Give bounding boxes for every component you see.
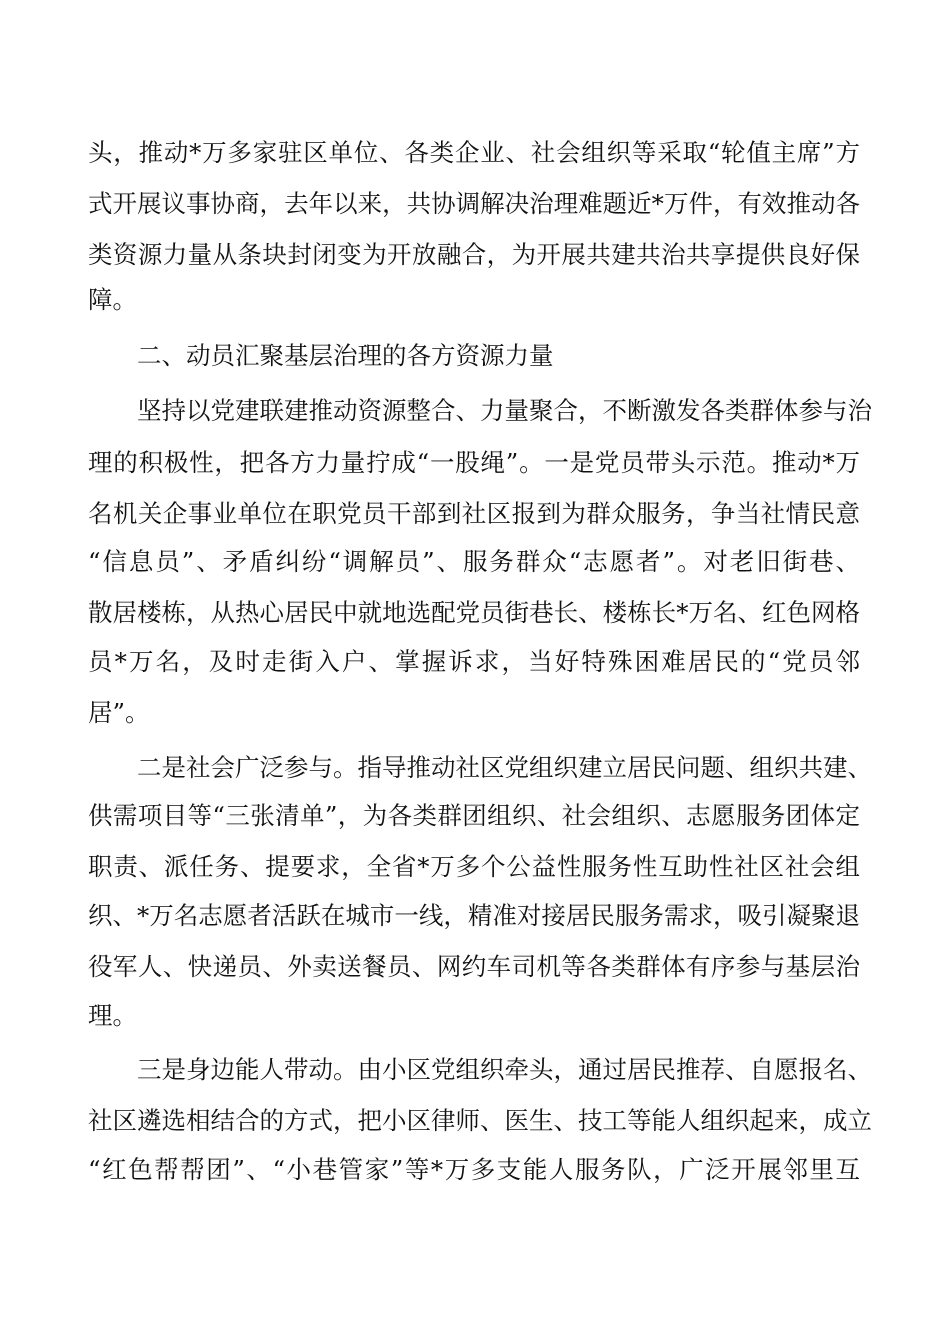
paragraph-line: 类资源力量从条块封闭变为开放融合，为开展共建共治共享提供良好保 [88, 240, 860, 269]
paragraph-line: 名机关企事业单位在职党员干部到社区报到为群众服务，争当社情民意 [88, 499, 860, 528]
paragraph-line: 三是身边能人带动。由小区党组织牵头，通过居民推荐、自愿报名、 [137, 1055, 872, 1084]
paragraph-line: 式开展议事协商，去年以来，共协调解决治理难题近*万件，有效推动各 [88, 189, 860, 218]
paragraph-line: “信息员”、矛盾纠纷“调解员”、服务群众“志愿者”。对老旧街巷、 [88, 547, 860, 576]
paragraph-line: 居”。 [88, 698, 150, 727]
paragraph-line: 理。 [88, 1001, 137, 1030]
paragraph-line: 供需项目等“三张清单”，为各类群团组织、社会组织、志愿服务团体定 [88, 801, 860, 830]
paragraph-line: 役军人、快递员、外卖送餐员、网约车司机等各类群体有序参与基层治 [88, 952, 860, 981]
paragraph-line: 职责、派任务、提要求，全省*万多个公益性服务性互助性社区社会组 [88, 852, 860, 881]
paragraph-line: 员*万名，及时走街入户、掌握诉求，当好特殊困难居民的“党员邻 [88, 647, 860, 676]
paragraph-line: 坚持以党建联建推动资源整合、力量聚合，不断激发各类群体参与治 [137, 396, 872, 425]
paragraph-line: 障。 [88, 285, 137, 314]
paragraph-line: 织、*万名志愿者活跃在城市一线，精准对接居民服务需求，吸引凝聚退 [88, 901, 860, 930]
paragraph-line: 社区遴选相结合的方式，把小区律师、医生、技工等能人组织起来，成立 [88, 1106, 872, 1135]
paragraph-line: 理的积极性，把各方力量拧成“一股绳”。一是党员带头示范。推动*万 [88, 448, 860, 477]
paragraph-line: “红色帮帮团”、“小巷管家”等*万多支能人服务队，广泛开展邻里互 [88, 1155, 860, 1184]
paragraph-line: 头，推动*万多家驻区单位、各类企业、社会组织等采取“轮值主席”方 [88, 138, 860, 167]
section-heading: 二、动员汇聚基层治理的各方资源力量 [137, 341, 554, 370]
paragraph-line: 二是社会广泛参与。指导推动社区党组织建立居民问题、组织共建、 [137, 753, 872, 782]
paragraph-line: 散居楼栋，从热心居民中就地选配党员街巷长、楼栋长*万名、红色网格 [88, 598, 860, 627]
